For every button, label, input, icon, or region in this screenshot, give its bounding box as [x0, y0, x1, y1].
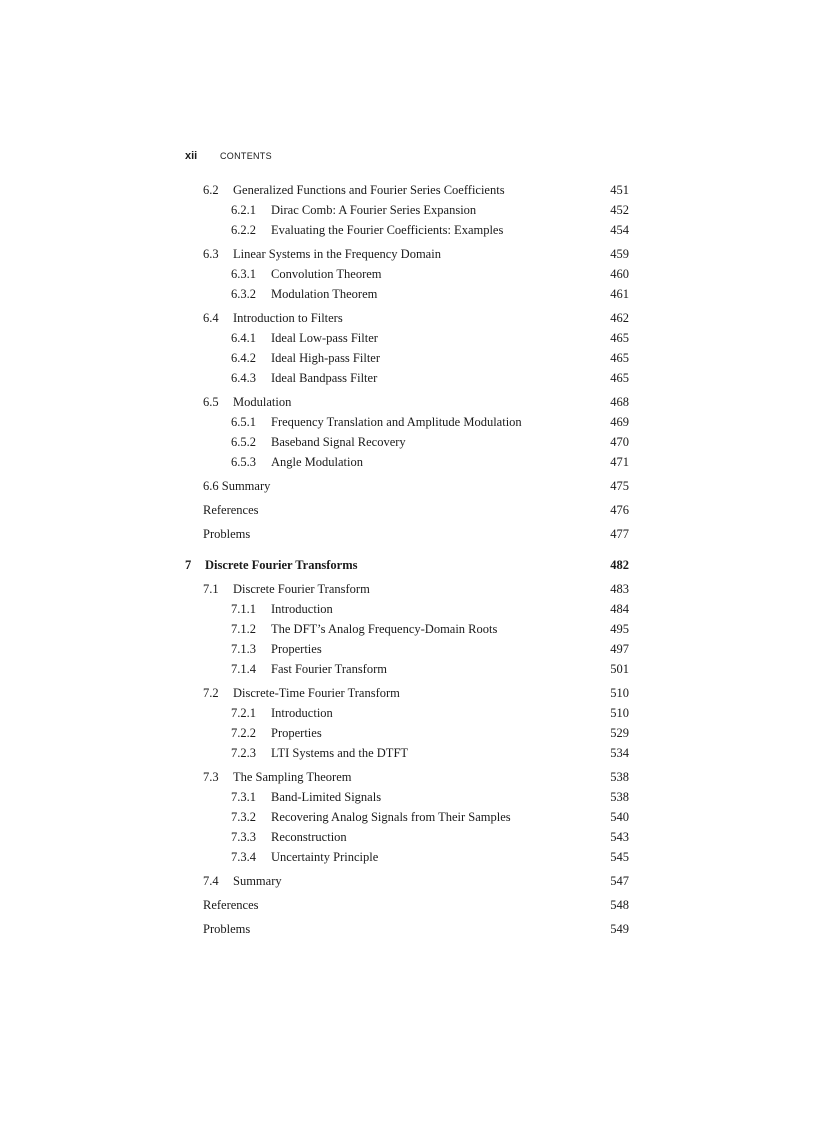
- toc-entry-page: 465: [610, 371, 629, 385]
- toc-entry-title: Frequency Translation and Amplitude Modulation: [271, 415, 522, 429]
- toc-entry-title: 6.6 Summary: [203, 479, 271, 493]
- toc-entry-section: [0, 683, 816, 703]
- toc-entry-number: 7.2: [203, 686, 219, 700]
- toc-entry-page: 529: [610, 726, 629, 740]
- toc-entry-page: 476: [610, 503, 629, 517]
- toc-entry-page: 543: [610, 830, 629, 844]
- toc-entry-page: 460: [610, 267, 629, 281]
- toc-entry-number: 7.3: [203, 770, 219, 784]
- toc-entry-section: [0, 244, 816, 264]
- toc-entry-title: Properties: [271, 726, 322, 740]
- toc-entry-title: Introduction to Filters: [233, 311, 343, 325]
- toc-entry-title: Evaluating the Fourier Coefficients: Examples: [271, 223, 504, 237]
- toc-entry-number: 7: [185, 558, 192, 572]
- toc-entry-page: 465: [610, 351, 629, 365]
- toc-entry-number: 6.2.1: [231, 203, 256, 217]
- toc-entry-title: Uncertainty Principle: [271, 850, 379, 864]
- toc-entry-page: 538: [610, 770, 629, 784]
- toc-entry-title: Problems: [203, 527, 251, 541]
- toc-entry-sub: [0, 827, 816, 847]
- toc-entry-title: Generalized Functions and Fourier Series Coefficients: [233, 183, 505, 197]
- toc-entry-misc: [0, 500, 816, 520]
- toc-entry-title: The Sampling Theorem: [233, 770, 352, 784]
- toc-entry-page: 548: [610, 898, 629, 912]
- toc-entry-sub: [0, 599, 816, 619]
- toc-entry-page: 475: [610, 479, 629, 493]
- toc-entry-sub: [0, 659, 816, 679]
- toc-entry-misc: [0, 476, 816, 496]
- toc-entry-page: 482: [610, 558, 629, 572]
- toc-entry-page: 452: [610, 203, 629, 217]
- toc-entry-number: 7.3.2: [231, 810, 256, 824]
- page-number: xii: [185, 150, 198, 162]
- running-title: CONTENTS: [220, 151, 272, 161]
- toc-entry-title: Ideal High-pass Filter: [271, 351, 381, 365]
- toc-entry-page: 501: [610, 662, 629, 676]
- toc-entry-number: 6.5: [203, 395, 219, 409]
- toc-entry-number: 6.5.3: [231, 455, 256, 469]
- toc-entry-section: [0, 392, 816, 412]
- toc-entry-section: [0, 871, 816, 891]
- toc-entry-number: 6.4: [203, 311, 219, 325]
- toc-entry-sub: [0, 368, 816, 388]
- toc-entry-sub: [0, 200, 816, 220]
- toc-entry-sub: [0, 220, 816, 240]
- toc-entry-number: 6.2: [203, 183, 219, 197]
- toc-entry-title: Introduction: [271, 602, 333, 616]
- toc-entry-title: Recovering Analog Signals from Their Samples: [271, 810, 511, 824]
- toc-entry-title: Modulation: [233, 395, 292, 409]
- toc-entry-number: 7.2.2: [231, 726, 256, 740]
- toc-entry-title: References: [203, 898, 259, 912]
- toc-entry-number: 7.3.4: [231, 850, 256, 864]
- toc-entry-title: Dirac Comb: A Fourier Series Expansion: [271, 203, 477, 217]
- toc-entry-title: Modulation Theorem: [271, 287, 378, 301]
- toc-entry-misc: [0, 524, 816, 544]
- toc-entry-misc: [0, 919, 816, 939]
- toc-entry-title: Linear Systems in the Frequency Domain: [233, 247, 441, 261]
- toc-entry-sub: [0, 348, 816, 368]
- toc-entry-sub: [0, 452, 816, 472]
- toc-entry-page: 483: [610, 582, 629, 596]
- toc-entry-number: 6.5.2: [231, 435, 256, 449]
- toc-entry-page: 547: [610, 874, 629, 888]
- toc-entry-title: Ideal Low-pass Filter: [271, 331, 378, 345]
- toc-entry-page: 545: [610, 850, 629, 864]
- toc-entry-sub: [0, 619, 816, 639]
- toc-entry-title: References: [203, 503, 259, 517]
- toc-entry-sub: [0, 284, 816, 304]
- toc-entry-number: 7.1.3: [231, 642, 256, 656]
- toc-entry-title: Summary: [233, 874, 282, 888]
- toc-entry-title: Discrete-Time Fourier Transform: [233, 686, 400, 700]
- toc-entry-number: 6.4.3: [231, 371, 256, 385]
- toc-entry-title: Angle Modulation: [271, 455, 364, 469]
- toc-entry-title: Baseband Signal Recovery: [271, 435, 406, 449]
- toc-entry-page: 470: [610, 435, 629, 449]
- page-header: [185, 150, 272, 162]
- toc-entry-sub: [0, 703, 816, 723]
- toc-entry-sub: [0, 412, 816, 432]
- toc-entry-page: 538: [610, 790, 629, 804]
- toc-entry-page: 469: [610, 415, 629, 429]
- toc-entry-number: 7.1: [203, 582, 219, 596]
- toc-entry-page: 461: [610, 287, 629, 301]
- toc-entry-sub: [0, 807, 816, 827]
- toc-entry-number: 7.1.4: [231, 662, 256, 676]
- toc-entry-title: Introduction: [271, 706, 333, 720]
- toc-entry-number: 6.3.2: [231, 287, 256, 301]
- toc-entry-section: [0, 308, 816, 328]
- toc-entry-sub: [0, 328, 816, 348]
- toc-entry-page: 468: [610, 395, 629, 409]
- toc-entry-sub: [0, 639, 816, 659]
- toc-entry-title: Properties: [271, 642, 322, 656]
- toc-entry-sub: [0, 743, 816, 763]
- toc-entry-page: 471: [610, 455, 629, 469]
- toc-entry-sub: [0, 787, 816, 807]
- toc-entry-page: 454: [610, 223, 629, 237]
- toc-entry-number: 7.4: [203, 874, 219, 888]
- toc-entry-page: 540: [610, 810, 629, 824]
- toc-entry-page: 510: [610, 686, 629, 700]
- toc-entry-page: 497: [610, 642, 629, 656]
- toc-entry-number: 6.3.1: [231, 267, 256, 281]
- toc-entry-chapter: [0, 555, 816, 575]
- toc-entry-page: 451: [610, 183, 629, 197]
- toc-entry-number: 7.1.2: [231, 622, 256, 636]
- toc-entry-title: Reconstruction: [271, 830, 347, 844]
- toc-entry-sub: [0, 847, 816, 867]
- toc-entry-number: 7.3.1: [231, 790, 256, 804]
- toc-entry-number: 7.1.1: [231, 602, 256, 616]
- toc-entry-section: [0, 180, 816, 200]
- toc-entry-title: Problems: [203, 922, 251, 936]
- toc-entry-misc: [0, 895, 816, 915]
- toc-entry-number: 6.2.2: [231, 223, 256, 237]
- table-of-contents: [0, 180, 816, 939]
- toc-entry-page: 510: [610, 706, 629, 720]
- toc-entry-title: Band-Limited Signals: [271, 790, 382, 804]
- toc-entry-title: Fast Fourier Transform: [271, 662, 387, 676]
- toc-entry-section: [0, 767, 816, 787]
- toc-entry-number: 6.3: [203, 247, 219, 261]
- toc-entry-number: 6.4.2: [231, 351, 256, 365]
- toc-entry-title: Ideal Bandpass Filter: [271, 371, 378, 385]
- toc-entry-page: 495: [610, 622, 629, 636]
- toc-entry-title: Convolution Theorem: [271, 267, 382, 281]
- toc-entry-number: 6.4.1: [231, 331, 256, 345]
- toc-entry-title: LTI Systems and the DTFT: [271, 746, 409, 760]
- toc-entry-title: Discrete Fourier Transforms: [205, 558, 358, 572]
- toc-entry-number: 7.3.3: [231, 830, 256, 844]
- toc-entry-number: 7.2.3: [231, 746, 256, 760]
- toc-entry-title: The DFT’s Analog Frequency-Domain Roots: [271, 622, 498, 636]
- toc-entry-page: 477: [610, 527, 629, 541]
- toc-entry-section: [0, 579, 816, 599]
- toc-entry-page: 484: [610, 602, 629, 616]
- toc-entry-page: 534: [610, 746, 629, 760]
- toc-entry-page: 459: [610, 247, 629, 261]
- toc-entry-page: 465: [610, 331, 629, 345]
- toc-entry-page: 549: [610, 922, 629, 936]
- toc-entry-page: 462: [610, 311, 629, 325]
- toc-entry-number: 7.2.1: [231, 706, 256, 720]
- toc-entry-sub: [0, 264, 816, 284]
- toc-entry-title: Discrete Fourier Transform: [233, 582, 370, 596]
- toc-entry-number: 6.5.1: [231, 415, 256, 429]
- toc-entry-sub: [0, 723, 816, 743]
- toc-entry-sub: [0, 432, 816, 452]
